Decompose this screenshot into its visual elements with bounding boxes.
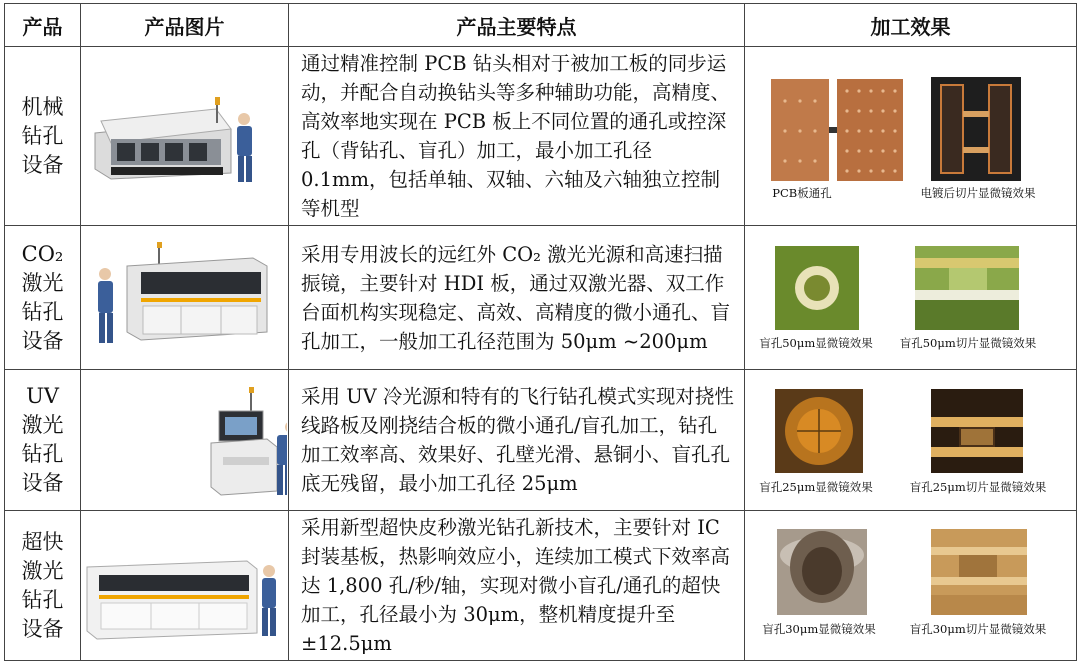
effect-caption: 盲孔50μm切片显微镜效果 (899, 336, 1037, 350)
product-name: UV 激光 钻孔 设备 (5, 370, 81, 511)
effect-caption: 盲孔25μm切片显微镜效果 (909, 480, 1047, 494)
table-row (5, 226, 1077, 370)
product-image-co2-laser (81, 226, 289, 370)
effect-caption: 盲孔50μm显微镜效果 (759, 336, 873, 350)
product-name: 超快 激光 钻孔 设备 (5, 511, 81, 661)
product-features: 采用 UV 冷光源和特有的飞行钻孔模式实现对挠性线路板及刚挠结合板的微小通孔/盲孔加工，钻孔加工效率高、效果好、孔壁光滑、悬铜小、盲孔孔底无残留，最小加工孔径 25μm (289, 370, 745, 511)
product-features: 采用新型超快皮秒激光钻孔新技术，主要针对 IC 封装基板，热影响效应小，连续加工模式下效率高达 1,800 孔/秒/轴，实现对微小盲孔/通孔的超快加工，孔径最小为 30μm，整机精度提升至±12.5μm (289, 511, 745, 661)
product-features: 通过精准控制 PCB 钻头相对于被加工板的同步运动，并配合自动换钻头等多种辅助功能，高精度、高效率地实现在 PCB 板上不同位置的通孔或控深孔（背钻孔、盲孔）加工，最小加工孔径 0.1mm，包括单轴、双轴、六轴及六轴独立控制等机型 (289, 47, 745, 226)
product-table (4, 3, 1077, 661)
effect-caption: PCB板通孔 (772, 186, 832, 200)
table-row (5, 47, 1077, 226)
effect-caption: 电镀后切片显微镜效果 (920, 186, 1036, 200)
header-product: 产品 (5, 4, 81, 47)
header-row (5, 4, 1077, 47)
product-image-mechanical-drill (81, 47, 289, 226)
effect-caption: 盲孔30μm显微镜效果 (762, 622, 876, 636)
product-image-uv-laser (81, 370, 289, 511)
product-name: 机械 钻孔 设备 (5, 47, 81, 226)
product-name: CO₂ 激光 钻孔 设备 (5, 226, 81, 370)
table-row (5, 511, 1077, 661)
header-features: 产品主要特点 (289, 4, 745, 47)
header-product-image: 产品图片 (81, 4, 289, 47)
effect-images (745, 511, 1077, 661)
product-image-ultrafast-laser (81, 511, 289, 661)
product-features: 采用专用波长的远红外 CO₂ 激光光源和高速扫描振镜，主要针对 HDI 板，通过双激光器、双工作台面机构实现稳定、高效、高精度的微小通孔、盲孔加工，一般加工孔径范围为 50μm ~200μm (289, 226, 745, 370)
header-effect: 加工效果 (745, 4, 1077, 47)
effect-caption: 盲孔30μm切片显微镜效果 (909, 622, 1047, 636)
table-row (5, 370, 1077, 511)
effect-images (745, 47, 1077, 226)
effect-images (745, 226, 1077, 370)
effect-caption: 盲孔25μm显微镜效果 (759, 480, 873, 494)
effect-images (745, 370, 1077, 511)
